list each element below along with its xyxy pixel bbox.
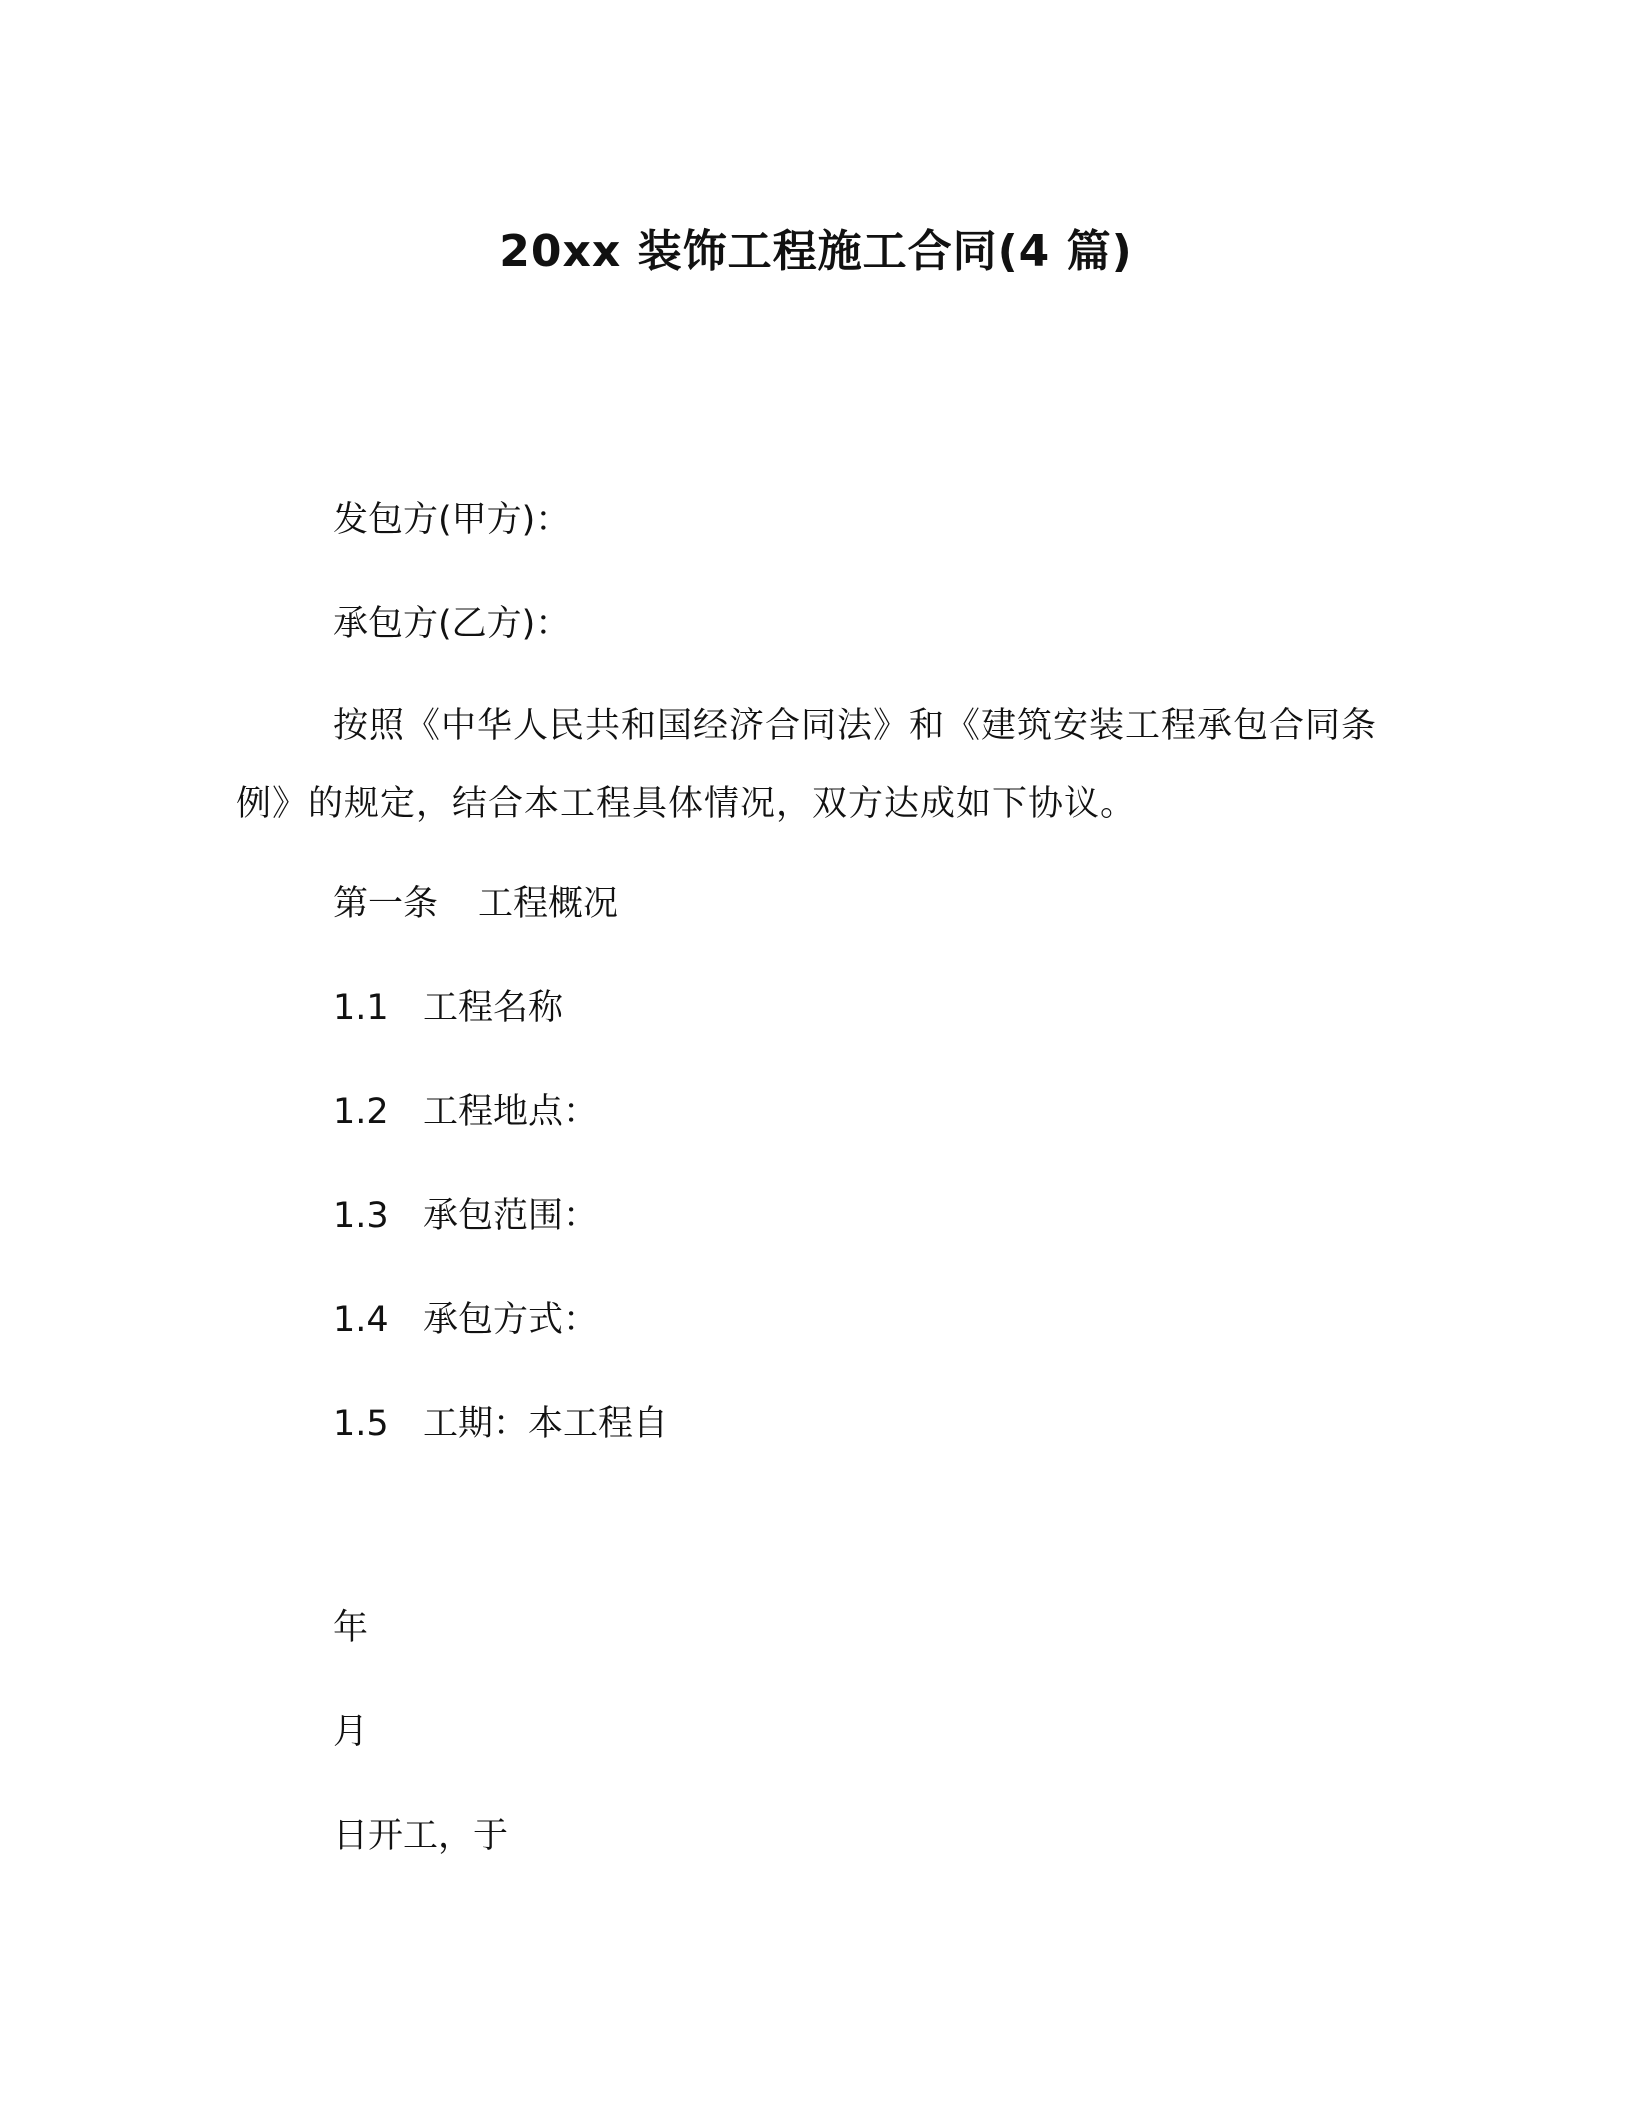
list-item bbox=[333, 984, 563, 1032]
article-title: 工程概况 bbox=[478, 884, 619, 924]
list-item bbox=[333, 1296, 598, 1344]
item-number: 1.4 bbox=[333, 1300, 389, 1340]
item-text: 工程名称 bbox=[423, 988, 564, 1028]
item-text: 承包方式： bbox=[423, 1300, 599, 1340]
party-a-label: 发包方(甲方)： bbox=[333, 500, 571, 540]
item-text: 承包范围： bbox=[423, 1196, 599, 1236]
preamble-paragraph: 按照《中华人民共和国经济合同法》和《建筑安装工程承包合同条例》的规定，结合本工程具体情况，双方达成如下协议。 bbox=[236, 706, 1378, 824]
date-year-label: 年 bbox=[333, 1608, 369, 1648]
list-item bbox=[333, 1088, 598, 1136]
item-number: 1.1 bbox=[333, 988, 389, 1028]
list-item bbox=[333, 1400, 668, 1448]
date-month-label: 月 bbox=[333, 1712, 369, 1752]
list-item bbox=[333, 1192, 598, 1240]
document-title: 20xx 装饰工程施工合同(4 篇) bbox=[499, 226, 1133, 277]
item-number: 1.2 bbox=[333, 1092, 389, 1132]
item-number: 1.3 bbox=[333, 1196, 389, 1236]
date-day-start-label: 日开工，于 bbox=[333, 1816, 509, 1856]
item-number: 1.5 bbox=[333, 1404, 389, 1444]
item-text: 工期：本工程自 bbox=[423, 1404, 669, 1444]
party-b-label: 承包方(乙方)： bbox=[333, 604, 571, 644]
item-text: 工程地点： bbox=[423, 1092, 599, 1132]
article-1-heading bbox=[333, 880, 618, 928]
article-number: 第一条 bbox=[333, 884, 439, 924]
